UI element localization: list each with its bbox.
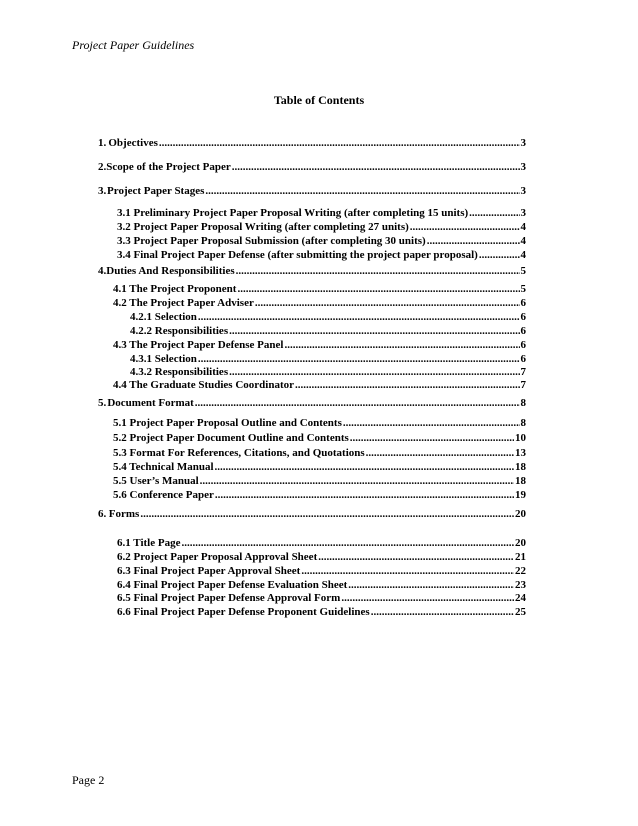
toc-entry-title: 5.6 Conference Paper: [113, 489, 214, 501]
toc-entry-title: 3.1 Preliminary Project Paper Proposal Writing (after completing 15 units): [117, 207, 469, 219]
toc-entry-page: 3: [520, 161, 526, 173]
toc-entry-title: 3.4 Final Project Paper Defense (after submitting the project paper proposal): [117, 249, 478, 261]
toc-title: Table of Contents: [273, 93, 365, 107]
toc-entry[interactable]: [113, 432, 526, 445]
toc-leader-dots: [343, 417, 520, 430]
toc-entry-page: 18: [515, 475, 526, 487]
toc-entry-title: 6.1 Title Page: [117, 537, 181, 549]
toc-leader-dots: [140, 508, 514, 521]
toc-entry[interactable]: [117, 537, 526, 550]
toc-leader-dots: [229, 366, 519, 379]
toc-leader-dots: [198, 311, 520, 324]
toc-entry[interactable]: [117, 207, 526, 220]
toc-entry[interactable]: [98, 137, 526, 150]
toc-entry[interactable]: [113, 417, 526, 430]
toc-leader-dots: [200, 475, 514, 488]
toc-leader-dots: [237, 283, 519, 296]
toc-entry-page: 5: [520, 283, 526, 295]
toc-entry-title: 6.3 Final Project Paper Approval Sheet: [117, 565, 301, 577]
toc-entry-page: 25: [515, 606, 526, 618]
toc-entry[interactable]: [117, 221, 526, 234]
toc-leader-dots: [181, 537, 514, 550]
toc-leader-dots: [236, 265, 520, 278]
toc-entry-title: 4.3 The Project Paper Defense Panel: [113, 339, 284, 351]
toc-entry-page: 20: [515, 508, 526, 520]
toc-entry-page: 5: [520, 265, 526, 277]
toc-entry-page: 4: [520, 249, 526, 261]
toc-entry[interactable]: [113, 379, 526, 392]
toc-entry-page: 7: [520, 379, 526, 391]
toc-entry-number: 4.: [98, 265, 107, 277]
toc-leader-dots: [348, 579, 514, 592]
toc-leader-dots: [195, 397, 520, 410]
toc-entry-title: Scope of the Project Paper: [106, 161, 231, 173]
toc-entry[interactable]: [98, 397, 526, 410]
toc-entry[interactable]: [113, 339, 526, 352]
toc-entry-title: 3.3 Project Paper Proposal Submission (after completing 30 units): [117, 235, 426, 247]
toc-entry[interactable]: [113, 297, 526, 310]
toc-leader-dots: [232, 161, 520, 174]
toc-entry-title: Document Format: [107, 397, 194, 409]
toc-entry[interactable]: [98, 508, 526, 521]
toc-entry-title: Project Paper Stages: [107, 185, 205, 197]
toc-entry[interactable]: [130, 366, 526, 379]
toc-entry[interactable]: [117, 551, 526, 564]
toc-entry-number: 2.: [98, 161, 107, 173]
toc-entry-page: 8: [520, 397, 526, 409]
toc-entry[interactable]: [98, 161, 526, 174]
toc-leader-dots: [205, 185, 519, 198]
toc-entry-page: 7: [520, 366, 526, 378]
toc-entry-title: 5.2 Project Paper Document Outline and Contents: [113, 432, 349, 444]
toc-entry-page: 18: [515, 461, 526, 473]
toc-entry-title: 4.1 The Project Proponent: [113, 283, 237, 295]
toc-entry[interactable]: [117, 249, 526, 262]
toc-entry[interactable]: [113, 461, 526, 474]
toc-leader-dots: [229, 325, 519, 338]
toc-leader-dots: [318, 551, 514, 564]
toc-leader-dots: [198, 353, 520, 366]
toc-entry-title: 5.3 Format For References, Citations, and Quotations: [113, 447, 365, 459]
toc-entry-title: 5.5 User’s Manual: [113, 475, 199, 487]
toc-entry[interactable]: [117, 592, 526, 605]
toc-leader-dots: [255, 297, 520, 310]
toc-entry-title: 3.2 Project Paper Proposal Writing (after completing 27 units): [117, 221, 409, 233]
toc-entry-number: 1.: [98, 137, 107, 149]
toc-entry-page: 3: [520, 207, 526, 219]
toc-entry[interactable]: [130, 353, 526, 366]
toc-entry-page: 6: [520, 325, 526, 337]
toc-entry-page: 13: [515, 447, 526, 459]
toc-leader-dots: [215, 461, 514, 474]
toc-leader-dots: [371, 606, 514, 619]
toc-entry-title: 4.4 The Graduate Studies Coordinator: [113, 379, 295, 391]
running-header: Project Paper Guidelines: [72, 38, 195, 52]
toc-entry-title: 6.5 Final Project Paper Defense Approval Form: [117, 592, 341, 604]
toc-entry-title: 4.2 The Project Paper Adviser: [113, 297, 254, 309]
toc-leader-dots: [215, 489, 514, 502]
toc-entry[interactable]: [98, 265, 526, 278]
toc-entry-title: 5.4 Technical Manual: [113, 461, 214, 473]
toc-entry-page: 23: [515, 579, 526, 591]
toc-entry-title: 4.2.1 Selection: [130, 311, 197, 323]
toc-entry[interactable]: [113, 489, 526, 502]
toc-entry[interactable]: [113, 447, 526, 460]
toc-entry[interactable]: [117, 565, 526, 578]
toc-entry-page: 3: [520, 185, 526, 197]
toc-entry-title: Forms: [108, 508, 140, 520]
toc-entry-page: 3: [520, 137, 526, 149]
toc-leader-dots: [427, 235, 520, 248]
toc-leader-dots: [295, 379, 519, 392]
toc-entry-page: 8: [520, 417, 526, 429]
toc-entry-title: 6.2 Project Paper Proposal Approval Sheet: [117, 551, 318, 563]
toc-entry-title: 4.2.2 Responsibilities: [130, 325, 229, 337]
toc-leader-dots: [284, 339, 519, 352]
toc-leader-dots: [341, 592, 514, 605]
toc-entry[interactable]: [130, 311, 526, 324]
toc-entry-title: 6.4 Final Project Paper Defense Evaluation Sheet: [117, 579, 348, 591]
toc-entry-title: 4.3.1 Selection: [130, 353, 197, 365]
toc-entry-title: 5.1 Project Paper Proposal Outline and Contents: [113, 417, 342, 429]
toc-entry-number: 5.: [98, 397, 107, 409]
toc-entry[interactable]: [98, 185, 526, 198]
toc-entry-page: 4: [520, 221, 526, 233]
toc-entry[interactable]: [117, 579, 526, 592]
toc-entry-page: 6: [520, 311, 526, 323]
toc-leader-dots: [410, 221, 520, 234]
toc-entry-title: Duties And Responsibilities: [106, 265, 235, 277]
toc-entry-title: Objectives: [108, 137, 158, 149]
toc-leader-dots: [350, 432, 514, 445]
page-number: Page 2: [72, 773, 105, 787]
toc-entry-page: 10: [515, 432, 526, 444]
toc-leader-dots: [479, 249, 520, 262]
toc-leader-dots: [301, 565, 514, 578]
toc-entry-page: 20: [515, 537, 526, 549]
toc-entry[interactable]: [113, 475, 526, 488]
toc-entry[interactable]: [130, 325, 526, 338]
toc-entry-page: 24: [515, 592, 526, 604]
toc-entry-page: 6: [520, 339, 526, 351]
toc-leader-dots: [159, 137, 520, 150]
toc-entry[interactable]: [113, 283, 526, 296]
toc-entry-title: 4.3.2 Responsibilities: [130, 366, 229, 378]
toc-leader-dots: [469, 207, 519, 220]
toc-entry-page: 19: [515, 489, 526, 501]
toc-entry-page: 6: [520, 353, 526, 365]
toc-leader-dots: [366, 447, 514, 460]
toc-entry[interactable]: [117, 606, 526, 619]
toc-entry-number: 6.: [98, 508, 107, 520]
toc-entry-page: 22: [515, 565, 526, 577]
toc-entry[interactable]: [117, 235, 526, 248]
toc-entry-number: 3.: [98, 185, 107, 197]
toc-entry-page: 6: [520, 297, 526, 309]
toc-entry-page: 4: [520, 235, 526, 247]
toc-entry-page: 21: [515, 551, 526, 563]
toc-entry-title: 6.6 Final Project Paper Defense Proponent Guidelines: [117, 606, 370, 618]
